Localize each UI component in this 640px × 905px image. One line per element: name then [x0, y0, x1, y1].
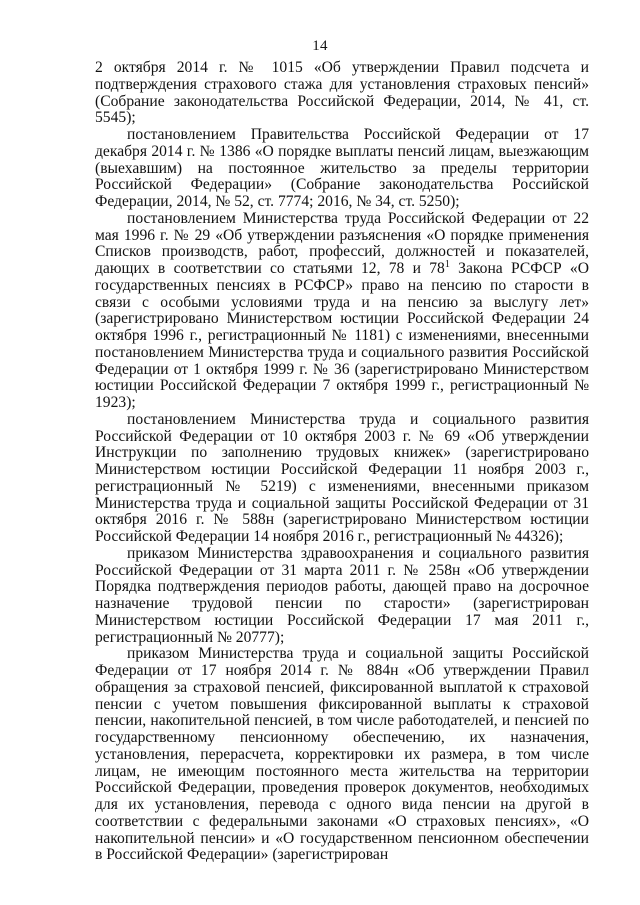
paragraph-3-part-1: постановлением Министерства труда Российской Федерации от 22 мая 1996 г. № 29 «Об утверждении разъяснения «О порядке применения Списков производств, работ, профессий, должностей и показателей, дающих в соответствии со статьями 12, 78 и 78 [95, 209, 589, 277]
document-body [95, 60, 589, 864]
paragraph-4: постановлением Министерства труда и социального развития Российской Федерации от 10 октября 2003 г. № 69 «Об утверждении Инструкции по заполнению трудовых книжек» (зарегистрировано Министерством юстиции Российской Федерации 11 ноября 2003 г., регистрационный № 5219) с изменениями, внесенными приказом Министерства труда и социальной защиты Российской Федерации от 31 октября 2016 г. № 588н (зарегистрировано Министерством юстиции Российской Федерации 14 ноября 2016 г., регистрационный № 44326); [95, 410, 589, 545]
paragraph-6: приказом Министерства труда и социальной защиты Российской Федерации от 17 ноября 2014 г. № 884н «Об утверждении Правил обращения за страховой пенсией, фиксированной выплатой к страховой пенсии с учетом повышения фиксированной выплаты к страховой пенсии, накопительной пенсией, в том числе работодателей, и пенсией по государственному пенсионному обеспечению, их назначения, установления, перерасчета, корректировки их размера, в том числе лицам, не имеющим постоянного места жительства на территории Российской Федерации, проведения проверок документов, необходимых для их установления, перевода с одного вида пенсии на другой в соответствии с федеральными законами «О страховых пенсиях», «О накопительной пенсии» и «О государственном пенсионном обеспечении в Российской Федерации» (зарегистрирован [95, 645, 589, 864]
paragraph-1: 2 октября 2014 г. № 1015 «Об утверждении Правил подсчета и подтверждения страхового стажа для установления страховых пенсий» (Собрание законодательства Российской Федерации, 2014, № 41, ст. 5545); [95, 59, 589, 127]
paragraph-2: постановлением Правительства Российской Федерации от 17 декабря 2014 г. № 1386 «О порядке выплаты пенсий лицам, выезжающим (выехавшим) на постоянное жительство за пределы территории Российской Федерации» (Собрание законодательства Российской Федерации, 2014, № 52, ст. 7774; 2016, № 34, ст. 5250); [95, 126, 589, 210]
paragraph-3 [95, 211, 589, 412]
superscript-article-number: 1 [444, 259, 450, 270]
page-number: 14 [312, 38, 328, 54]
paragraph-3-part-2: Закона РСФСР «О государственных пенсиях в РСФСР» право на пенсию по старости в связи с особыми условиями труда и на пенсию за выслугу лет» (зарегистрировано Министерством юстиции Российской Федерации 24 октября 1996 г., регистрационный № 1181) с изменениями, внесенными постановлением Министерства труда и социального развития Российской Федерации от 1 октября 1999 г. № 36 (зарегистрировано Министерством юстиции Российской Федерации 7 октября 1999 г., регистрационный № 1923); [95, 260, 589, 411]
paragraph-5: приказом Министерства здравоохранения и социального развития Российской Федерации от 31 марта 2011 г. № 258н «Об утверждении Порядка подтверждения периодов работы, дающей право на досрочное назначение трудовой пенсии по старости» (зарегистрирован Министерством юстиции Российской Федерации 17 мая 2011 г., регистрационный № 20777); [95, 544, 589, 646]
